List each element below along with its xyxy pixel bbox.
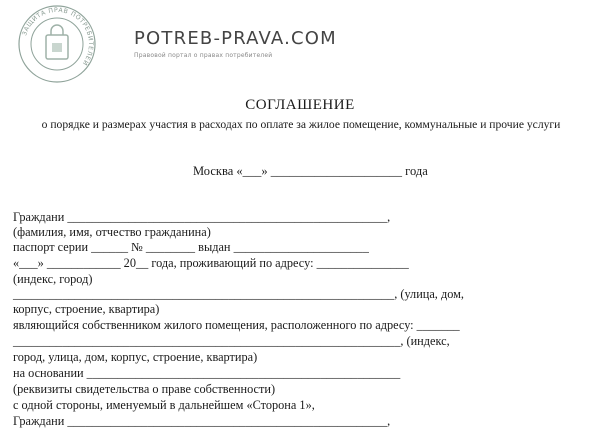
party1-passport-line: паспорт серии ______ № ________ выдан ______________________: [13, 240, 369, 254]
party1-name-caption: (фамилия, имя, отчество гражданина): [13, 225, 211, 239]
site-logo[interactable]: [16, 3, 98, 85]
shopping-bag-icon: [46, 25, 68, 59]
site-name[interactable]: POTREB-PRAVA.COM: [134, 28, 337, 49]
party1-side-line: с одной стороны, именуемый в дальнейшем «Сторона 1»,: [13, 398, 315, 412]
logo-ring-text: ЗАЩИТА ПРАВ ПОТРЕБИТЕЛЕЙ: [21, 6, 95, 67]
city-date-line: Москва «___» _____________________ года: [193, 164, 428, 178]
party2-name-line: Граждани ____________________________________________________,: [13, 414, 391, 428]
party1-basis-caption: (реквизиты свидетельства о праве собственности): [13, 382, 276, 396]
party1-issue-date-line: «___» ____________ 20__ года, проживающий по адресу: _______________: [13, 256, 409, 270]
party1-index-caption: (индекс, город): [13, 272, 93, 286]
document-subtitle: о порядке и размерах участия в расходах по оплате за жилое помещение, коммунальные и прочие услуги: [41, 118, 561, 131]
party1-building-caption: корпус, строение, квартира): [13, 302, 160, 316]
party1-address-line: _______________________________________________________________, (индекс,: [13, 334, 450, 348]
site-tagline: Правовой портал о правах потребителей: [134, 52, 273, 59]
document-title: СОГЛАШЕНИЕ: [245, 97, 355, 113]
party1-owner-line: являющийся собственником жилого помещения, расположенного по адресу: _______: [13, 318, 460, 332]
party1-street-line: ______________________________________________________________, (улица, дом,: [13, 287, 464, 301]
party1-name-line: Граждани ____________________________________________________,: [13, 210, 391, 224]
party1-basis-line: на основании ___________________________________________________: [13, 366, 401, 380]
party1-address-caption: город, улица, дом, корпус, строение, квартира): [13, 350, 258, 364]
